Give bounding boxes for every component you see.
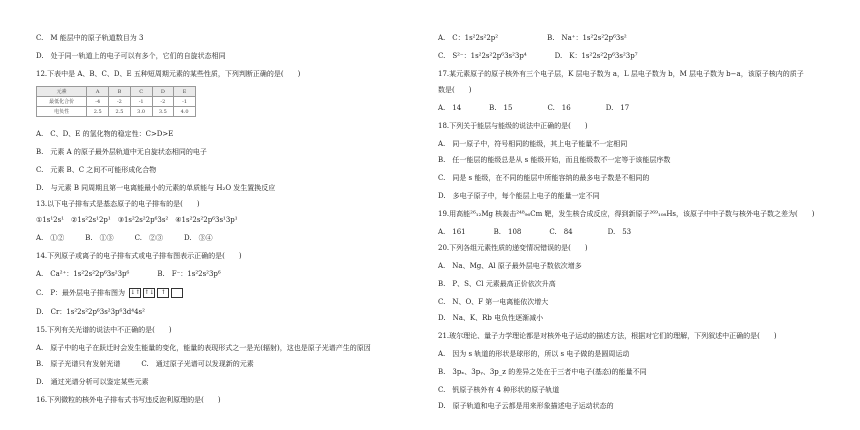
question-18: 18.下列关于能层与能级的说法中正确的是( ) xyxy=(438,122,588,130)
table-cell: -4 xyxy=(87,97,109,107)
question-17: 17.某元素原子的原子核外有三个电子层，K 层电子数为 a，L 层电子数为 b，M 层电子数为 b−a，该原子核内的质子 xyxy=(438,70,804,78)
text-line: D. 与元素 B 同周期且第一电离能最小的元素的单质能与 H₂O 发生置换反应 xyxy=(36,184,276,192)
orbital-box: ↑↓ xyxy=(144,289,155,296)
question-19: 19.用高能²⁶₁₂Mg 核轰击²⁴⁸₉₆Cm 靶，发生核合成反应，得到新原子²⁶⁹₁₀₈Hs，该原子中中子数与核外电子数之差为( ) xyxy=(438,210,815,218)
table-cell: 2.5 xyxy=(109,107,131,117)
option-line-with-orbital-diagram xyxy=(36,288,183,298)
table-cell: 最低化合价 xyxy=(37,97,87,107)
text-line: C. 钒原子核外有 4 种形状的原子轨道 xyxy=(438,386,560,394)
text-line: C. 元素 B、C 之间不可能形成化合物 xyxy=(36,166,157,174)
text-line: C. P：最外层电子排布图为 xyxy=(36,289,126,297)
text-line: A. 161 B. 108 C. 84 D. 53 xyxy=(438,228,632,236)
text-line: C. 同是 s 能级，在不同的能层中所能容纳的最多电子数是不相同的 xyxy=(438,174,650,182)
text-line: A. C、D、E 的氢化物的稳定性：C>D>E xyxy=(36,130,174,138)
text-line: C. M 能层中的原子轨道数目为 3 xyxy=(36,34,144,42)
text-line: C. N、O、F 第一电离能依次增大 xyxy=(438,298,549,306)
table-header-cell: C xyxy=(130,87,152,97)
text-line: A. 同一原子中，符号相同的能级，其上电子能量不一定相同 xyxy=(438,140,628,148)
question-12: 12.下表中是 A、B、C、D、E 五种短周期元素的某些性质，下列判断正确的是( ) xyxy=(36,70,301,78)
question-16: 16.下列微粒的核外电子排布式书写违反泡利原理的是( ) xyxy=(36,396,221,404)
text-line: D. 多电子原子中，每个能层上电子的能量一定不同 xyxy=(438,192,600,200)
text-line: D. Na、K、Rb 电负性逐渐减小 xyxy=(438,314,544,322)
text-line: 数是( ) xyxy=(438,86,472,94)
table-cell: 3.0 xyxy=(130,107,152,117)
text-line: B. 任一能层的能级总是从 s 能级开始，而且能级数不一定等于该能层序数 xyxy=(438,156,671,164)
table-row xyxy=(37,107,196,117)
text-line: C. S²⁻：1s²2s²2p⁶3s²3p⁴ D. K：1s²2s²2p⁶3s²3p⁷ xyxy=(438,52,638,60)
question-14: 14.下列原子或离子的电子排布式或电子排布图表示正确的是( ) xyxy=(36,252,242,260)
orbital-box: ↓↑ xyxy=(130,289,141,296)
orbital-box: ↑ xyxy=(157,288,169,298)
question-13: 13.以下电子排布式是基态原子的电子排布的是( ) xyxy=(36,200,200,208)
table-cell: 3.5 xyxy=(152,107,174,117)
text-line: A. Ca²⁺：1s²2s²2p⁶3s²3p⁶ B. F⁻：1s²2s²3p⁶ xyxy=(36,270,221,278)
question-21: 21.玻尔理论、量子力学理论都是对核外电子运动的描述方法，根据对它们的理解，下列叙述中正确的是( ) xyxy=(438,332,777,340)
orbital-box xyxy=(171,288,183,298)
table-header-cell: D xyxy=(152,87,174,97)
element-property-table xyxy=(36,86,196,117)
question-20: 20.下列各组元素性质的递变情况错误的是( ) xyxy=(438,244,588,252)
question-15: 15.下列有关光谱的说法中不正确的是( ) xyxy=(36,326,172,334)
text-line: B. 3pₓ、3pᵧ、3p_z 的差异之处在于三者中电子(基态)的能量不同 xyxy=(438,368,647,376)
table-cell: -2 xyxy=(152,97,174,107)
table-cell: -2 xyxy=(109,97,131,107)
table-cell: 2.5 xyxy=(87,107,109,117)
table-header-cell: 元素 xyxy=(37,87,87,97)
text-line: D. Cr：1s²2s²2p⁶3s²3p⁶3d⁴4s² xyxy=(36,308,145,316)
table-header-cell: E xyxy=(174,87,196,97)
table-cell: -1 xyxy=(174,97,196,107)
text-line: ①1s¹2s¹ ②1s²2s¹2p¹ ③1s²2s²2p⁶3s² ④1s²2s²2p⁶3s¹3p¹ xyxy=(36,216,238,224)
text-line: D. 处于同一轨道上的电子可以有多个，它们的自旋状态相同 xyxy=(36,52,226,60)
text-line: A. 14 B. 15 C. 16 D. 17 xyxy=(438,104,630,112)
text-line: B. 元素 A 的原子最外层轨道中无自旋状态相同的电子 xyxy=(36,148,207,156)
table-header-cell: B xyxy=(109,87,131,97)
table-row xyxy=(37,97,196,107)
text-line: B. 原子光谱只有发射光谱 C. 通过原子光谱可以发现新的元素 xyxy=(36,360,254,368)
text-line: A. ①② B. ①③ C. ②③ D. ③④ xyxy=(36,234,213,242)
text-line: A. 因为 s 轨道的形状是球形的，所以 s 电子做的是圆周运动 xyxy=(438,350,630,358)
table-header-row xyxy=(37,87,196,97)
table-cell: -1 xyxy=(130,97,152,107)
text-line: A. Na、Mg、Al 原子最外层电子数依次增多 xyxy=(438,262,582,270)
text-line: D. 通过光谱分析可以鉴定某些元素 xyxy=(36,378,149,386)
table-header-cell: A xyxy=(87,87,109,97)
text-line: A. 原子中的电子在跃迁时会发生能量的变化，能量的表现形式之一是光(辐射)，这也是原子光谱产生的原因 xyxy=(36,344,371,352)
text-line: A. C：1s²2s²2p² B. Na⁺：1s²2s²2p⁶3s² xyxy=(438,34,627,42)
table-cell: 4.0 xyxy=(174,107,196,117)
text-line: B. P、S、Cl 元素最高正价依次升高 xyxy=(438,280,556,288)
text-line: D. 原子轨道和电子云都是用来形象描述电子运动状态的 xyxy=(438,402,614,410)
table-cell: 电负性 xyxy=(37,107,87,117)
